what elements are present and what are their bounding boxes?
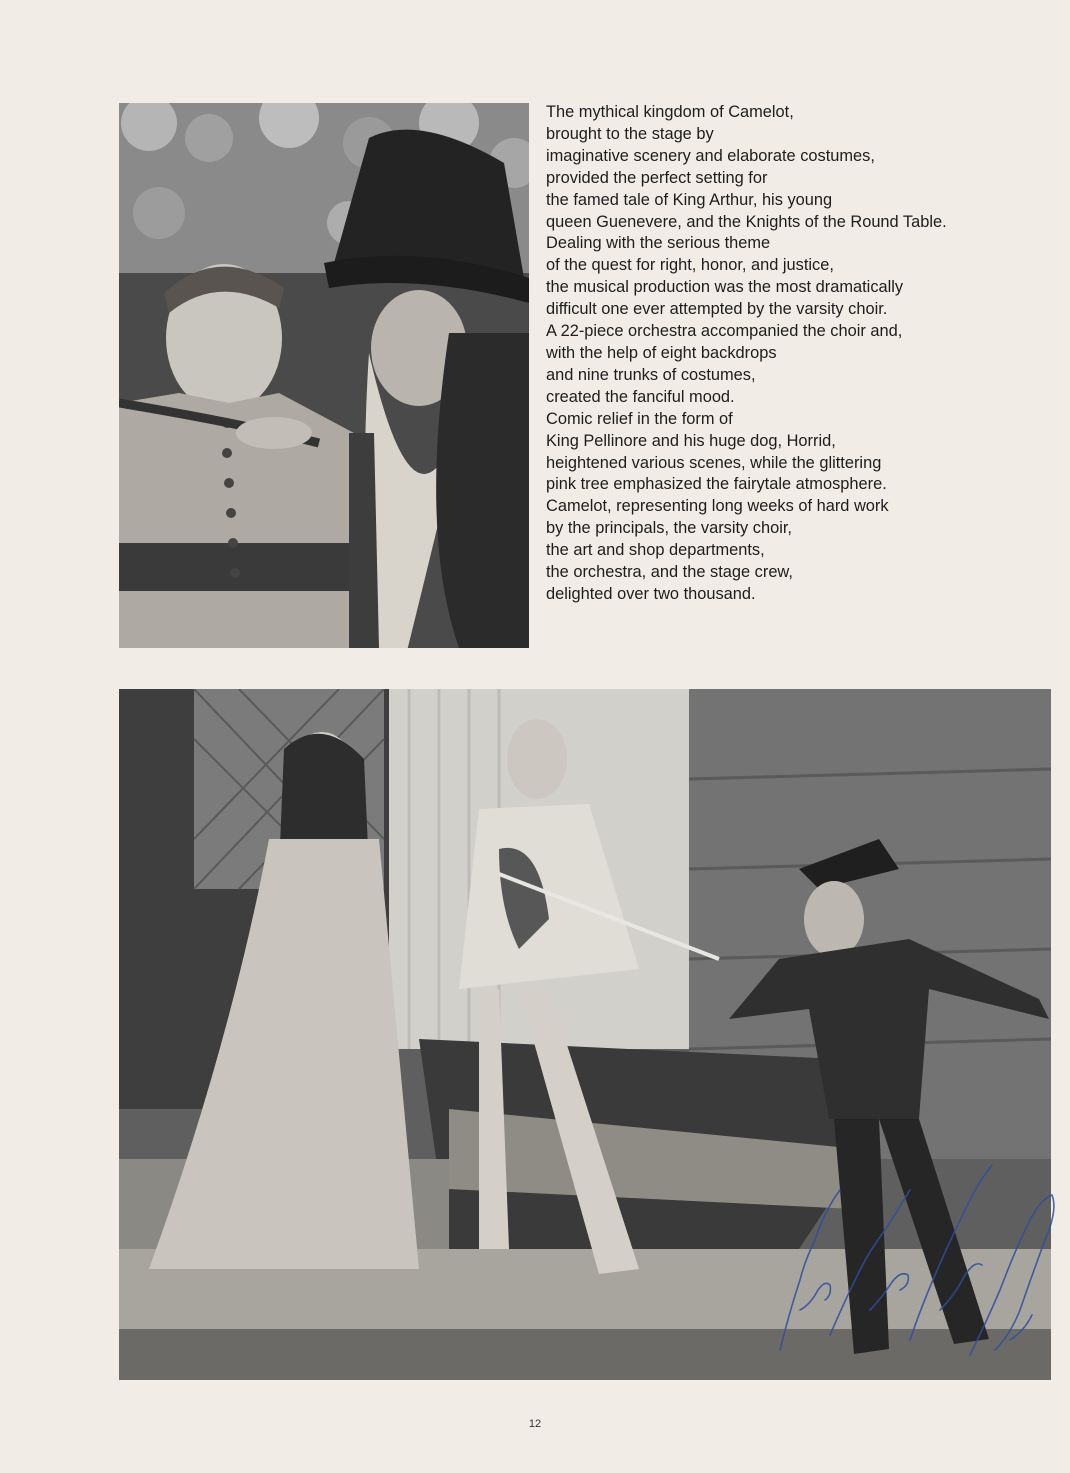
caption-line: Dealing with the serious theme (546, 234, 771, 253)
page-number: 12 (528, 1418, 542, 1430)
caption-line: of the quest for right, honor, and justice, (546, 256, 834, 275)
caption-line: provided the perfect setting for (546, 168, 768, 187)
autograph-ink (770, 1110, 1060, 1370)
caption-line: the musical production was the most dramatically (546, 278, 904, 297)
caption-text (546, 102, 1061, 606)
caption-line: the orchestra, and the stage crew, (546, 563, 793, 582)
caption-line: by the principals, the varsity choir, (546, 519, 792, 538)
caption-line: the famed tale of King Arthur, his young (546, 190, 833, 209)
caption-line: difficult one ever attempted by the varsity choir. (546, 300, 888, 319)
caption-line: heightened various scenes, while the glittering (546, 453, 882, 472)
caption-line: Camelot, representing long weeks of hard work (546, 497, 889, 516)
caption-line: created the fanciful mood. (546, 387, 735, 406)
caption-line: brought to the stage by (546, 124, 714, 143)
caption-line: A 22-piece orchestra accompanied the choir and, (546, 322, 903, 341)
caption-line: and nine trunks of costumes, (546, 365, 756, 384)
caption-line: the art and shop departments, (546, 541, 765, 560)
handwritten-autograph (770, 1110, 1060, 1370)
photo-merlyn-and-boy (119, 103, 529, 648)
caption-line: The mythical kingdom of Camelot, (546, 103, 794, 121)
caption-line: pink tree emphasized the fairytale atmosphere. (546, 475, 887, 494)
caption-line: Comic relief in the form of (546, 409, 733, 428)
caption-line: imaginative scenery and elaborate costumes, (546, 146, 875, 165)
caption-line: King Pellinore and his huge dog, Horrid, (546, 431, 836, 450)
caption-line: queen Guenevere, and the Knights of the Round Table. (546, 212, 947, 231)
photo-merlyn-and-boy-image (119, 103, 529, 648)
caption-line: delighted over two thousand. (546, 584, 756, 603)
caption-line: with the help of eight backdrops (546, 343, 777, 362)
